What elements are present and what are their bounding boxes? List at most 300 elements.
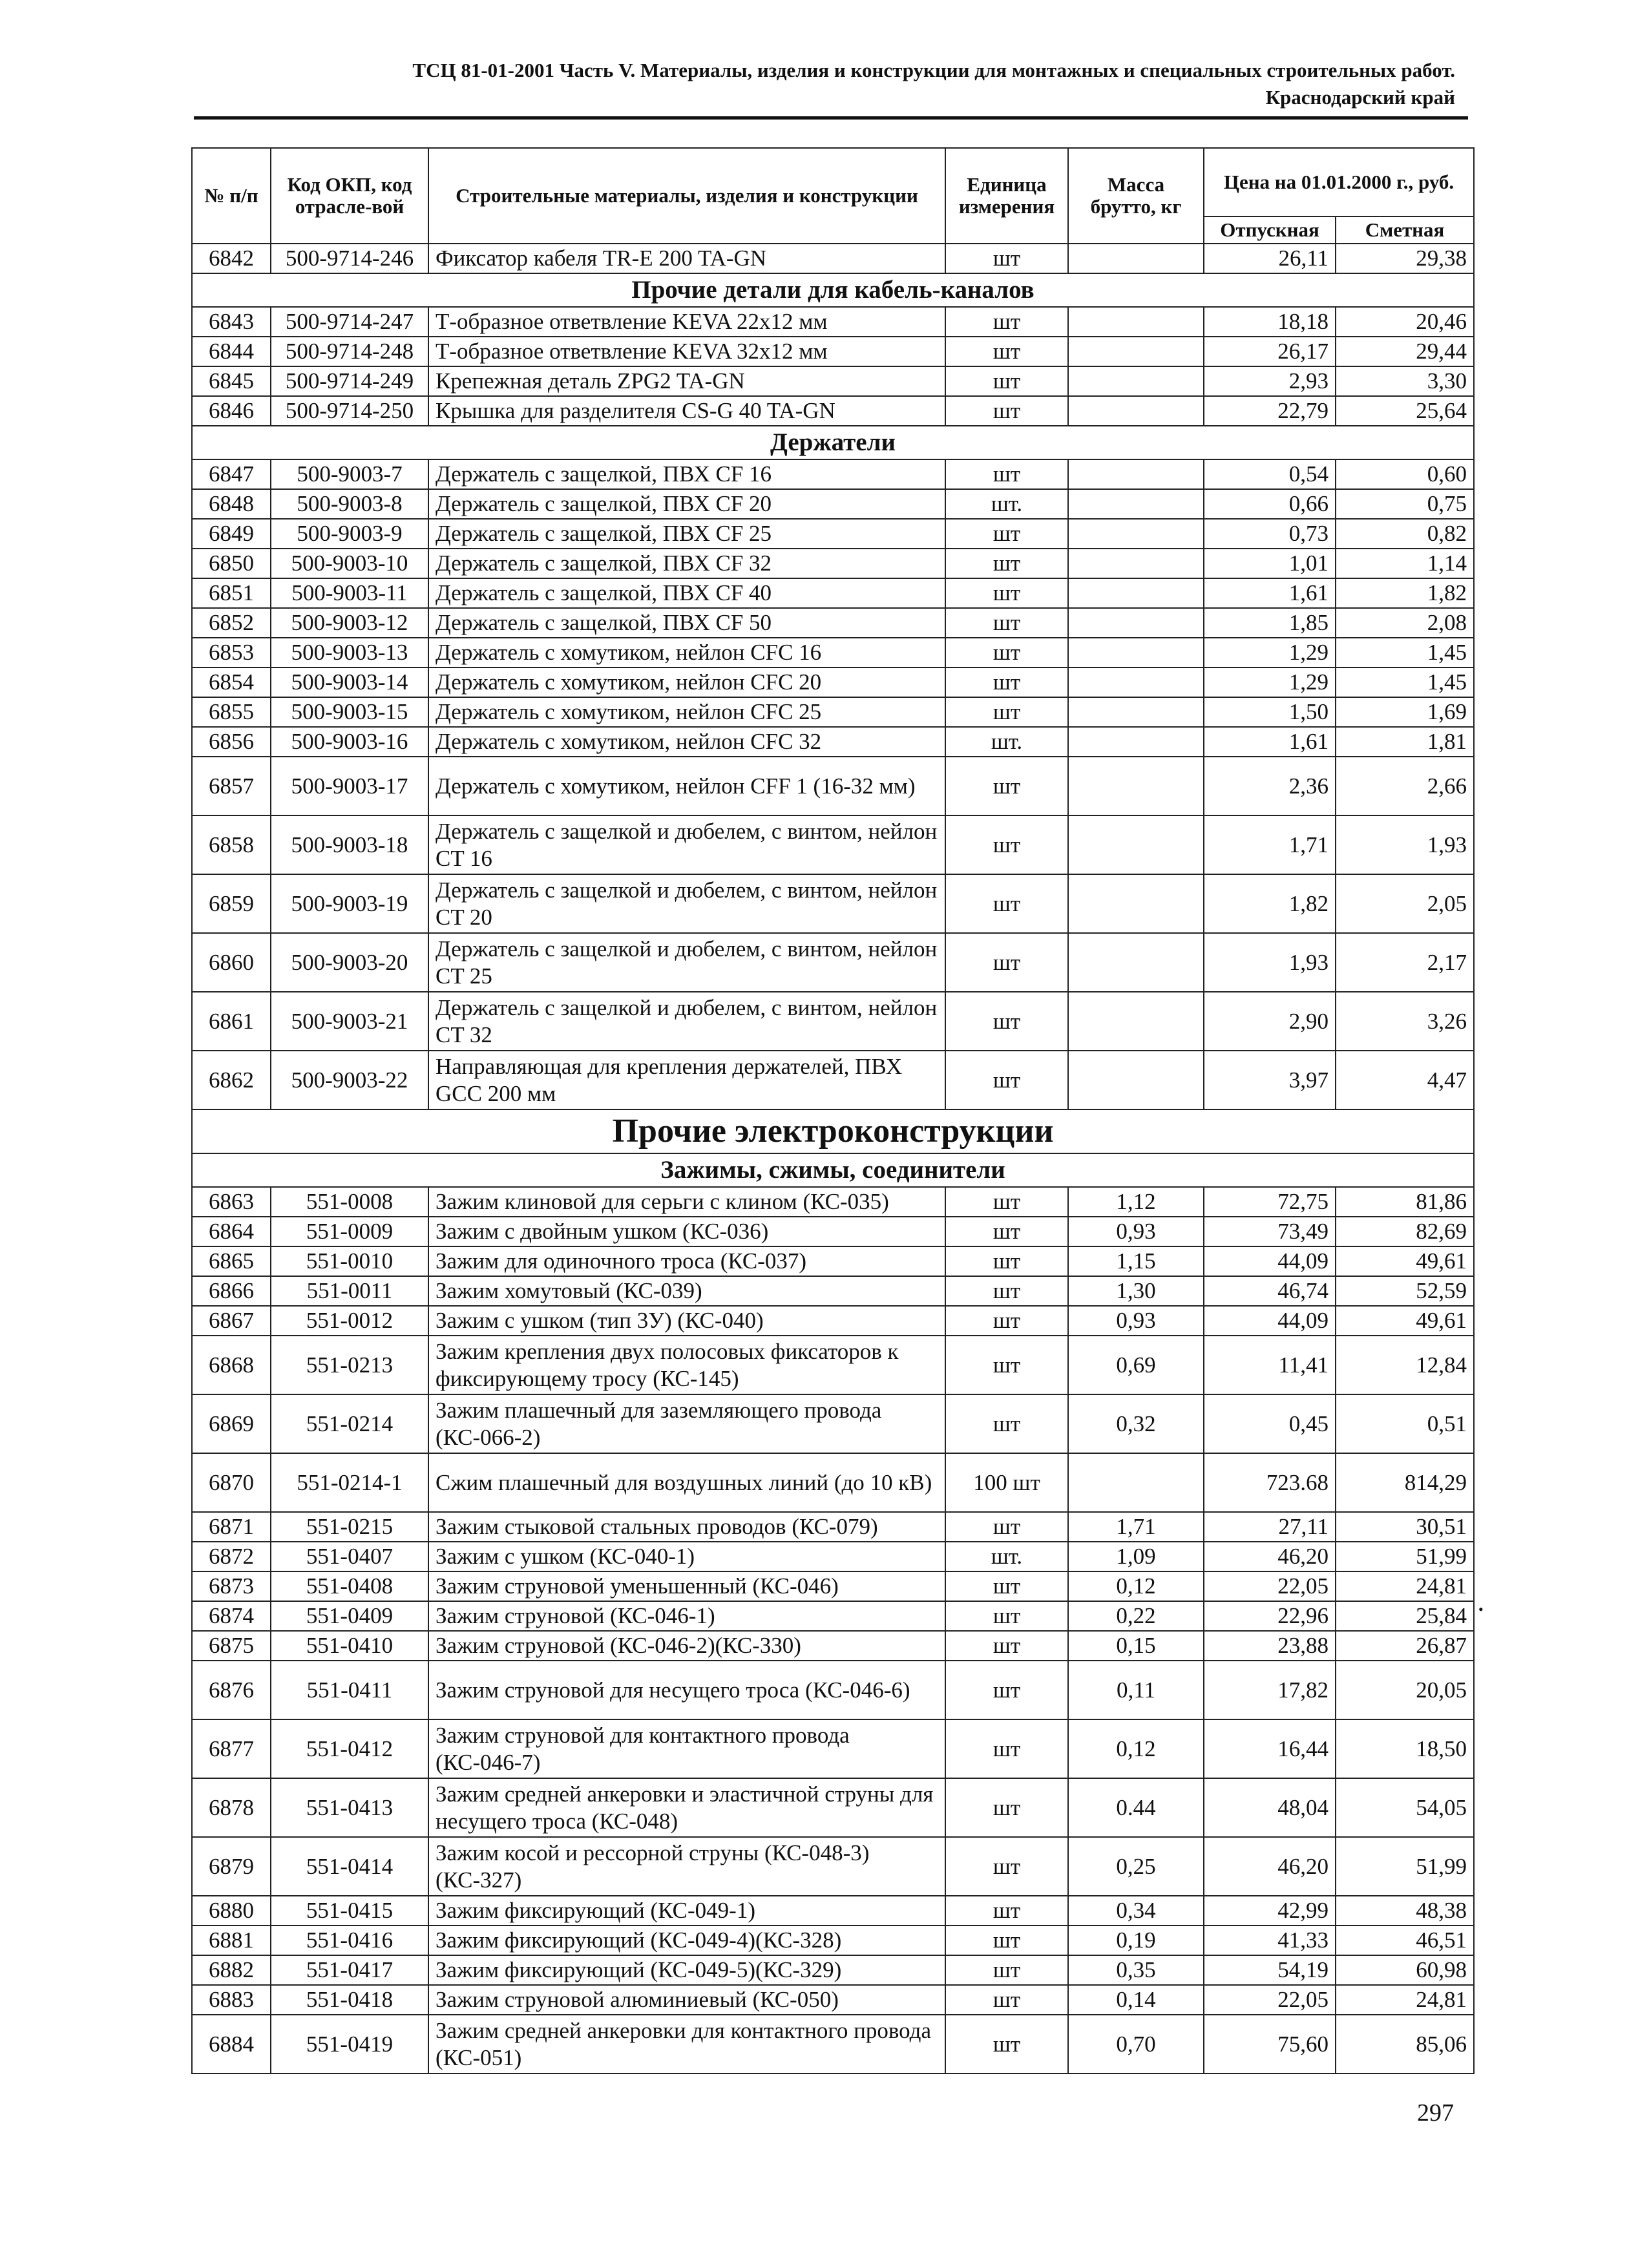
cell-num: 6849	[192, 519, 271, 549]
cell-release-price: 72,75	[1204, 1187, 1336, 1217]
cell-name: Держатель с хомутиком, нейлон CFC 20	[428, 667, 945, 697]
cell-unit: шт	[945, 1926, 1068, 1955]
cell-unit: шт	[945, 1719, 1068, 1778]
major-section-row	[192, 1109, 1474, 1153]
cell-release-price: 1,29	[1204, 638, 1336, 667]
cell-code: 551-0413	[271, 1778, 428, 1837]
cell-name: Зажим стыковой стальных проводов (КС-079)	[428, 1512, 945, 1542]
cell-release-price: 46,20	[1204, 1542, 1336, 1571]
header-code: Код ОКП, код отрасле-вой	[271, 148, 428, 244]
cell-unit: шт	[945, 1661, 1068, 1719]
cell-unit: шт	[945, 1217, 1068, 1246]
cell-code: 551-0409	[271, 1601, 428, 1631]
table-body	[192, 244, 1474, 2074]
table-row	[192, 1571, 1474, 1601]
table-row	[192, 1246, 1474, 1276]
cell-mass	[1068, 727, 1204, 757]
section-row	[192, 1153, 1474, 1187]
cell-mass: 0,32	[1068, 1394, 1204, 1453]
table-row	[192, 1719, 1474, 1778]
cell-unit: шт	[945, 933, 1068, 992]
cell-estimate-price: 54,05	[1336, 1778, 1474, 1837]
cell-unit: шт	[945, 1955, 1068, 1985]
cell-name: Держатель с защелкой, ПВХ CF 40	[428, 578, 945, 608]
cell-num: 6878	[192, 1778, 271, 1837]
cell-mass	[1068, 667, 1204, 697]
cell-num: 6844	[192, 337, 271, 366]
cell-mass	[1068, 757, 1204, 815]
cell-release-price: 26,11	[1204, 244, 1336, 273]
cell-release-price: 23,88	[1204, 1631, 1336, 1661]
cell-estimate-price: 51,99	[1336, 1837, 1474, 1896]
cell-release-price: 1,01	[1204, 549, 1336, 578]
cell-name: Зажим струновой (КС-046-2)(КС-330)	[428, 1631, 945, 1661]
cell-release-price: 3,97	[1204, 1051, 1336, 1109]
cell-release-price: 1,61	[1204, 578, 1336, 608]
cell-code: 551-0412	[271, 1719, 428, 1778]
section-row	[192, 426, 1474, 459]
cell-name: Т-образное ответвление KEVA 32х12 мм	[428, 337, 945, 366]
page-header	[207, 57, 1455, 111]
cell-estimate-price: 51,99	[1336, 1542, 1474, 1571]
cell-estimate-price: 20,46	[1336, 307, 1474, 337]
cell-code: 551-0414	[271, 1837, 428, 1896]
cell-unit: шт	[945, 459, 1068, 489]
cell-mass: 0.44	[1068, 1778, 1204, 1837]
cell-num: 6882	[192, 1955, 271, 1985]
cell-num: 6871	[192, 1512, 271, 1542]
cell-code: 551-0011	[271, 1276, 428, 1306]
cell-estimate-price: 814,29	[1336, 1453, 1474, 1512]
cell-estimate-price: 1,45	[1336, 667, 1474, 697]
cell-release-price: 46,20	[1204, 1837, 1336, 1896]
cell-estimate-price: 0,82	[1336, 519, 1474, 549]
cell-release-price: 1,93	[1204, 933, 1336, 992]
cell-name: Держатель с защелкой, ПВХ CF 32	[428, 549, 945, 578]
cell-unit: шт	[945, 667, 1068, 697]
cell-name: Крышка для разделителя CS-G 40 TA-GN	[428, 396, 945, 426]
cell-estimate-price: 30,51	[1336, 1512, 1474, 1542]
cell-name: Зажим струновой уменьшенный (КС-046)	[428, 1571, 945, 1601]
cell-num: 6868	[192, 1336, 271, 1394]
cell-mass	[1068, 459, 1204, 489]
cell-mass: 0,35	[1068, 1955, 1204, 1985]
cell-num: 6880	[192, 1896, 271, 1926]
cell-mass	[1068, 489, 1204, 519]
cell-name: Направляющая для крепления держателей, ПВХ GCC 200 мм	[428, 1051, 945, 1109]
cell-unit: шт.	[945, 489, 1068, 519]
cell-estimate-price: 1,69	[1336, 697, 1474, 727]
cell-estimate-price: 0,51	[1336, 1394, 1474, 1453]
cell-estimate-price: 0,60	[1336, 459, 1474, 489]
cell-release-price: 22,96	[1204, 1601, 1336, 1631]
cell-num: 6843	[192, 307, 271, 337]
cell-mass: 0,70	[1068, 2015, 1204, 2074]
cell-num: 6852	[192, 608, 271, 638]
cell-code: 500-9003-21	[271, 992, 428, 1051]
cell-name: Зажим с ушком (КС-040-1)	[428, 1542, 945, 1571]
cell-num: 6853	[192, 638, 271, 667]
table-row	[192, 1051, 1474, 1109]
cell-release-price: 0,66	[1204, 489, 1336, 519]
cell-estimate-price: 24,81	[1336, 1571, 1474, 1601]
cell-num: 6876	[192, 1661, 271, 1719]
cell-name: Держатель с хомутиком, нейлон CFC 16	[428, 638, 945, 667]
cell-unit: шт	[945, 1394, 1068, 1453]
table-row	[192, 1336, 1474, 1394]
cell-num: 6842	[192, 244, 271, 273]
cell-num: 6874	[192, 1601, 271, 1631]
header-title: ТСЦ 81-01-2001 Часть V. Материалы, изделия и конструкции для монтажных и специальных строительных работ.	[412, 59, 1455, 81]
cell-mass: 1,30	[1068, 1276, 1204, 1306]
cell-estimate-price: 25,84	[1336, 1601, 1474, 1631]
cell-release-price: 723.68	[1204, 1453, 1336, 1512]
margin-mark: •	[1478, 1601, 1484, 1617]
cell-unit: шт	[945, 1837, 1068, 1896]
cell-name: Зажим клиновой для серьги с клином (КС-035)	[428, 1187, 945, 1217]
table-row	[192, 396, 1474, 426]
cell-code: 500-9003-11	[271, 578, 428, 608]
cell-release-price: 54,19	[1204, 1955, 1336, 1985]
table-row	[192, 815, 1474, 874]
cell-estimate-price: 3,26	[1336, 992, 1474, 1051]
cell-estimate-price: 52,59	[1336, 1276, 1474, 1306]
cell-mass	[1068, 549, 1204, 578]
cell-unit: шт	[945, 337, 1068, 366]
cell-code: 500-9003-7	[271, 459, 428, 489]
cell-code: 551-0213	[271, 1336, 428, 1394]
table-row	[192, 667, 1474, 697]
cell-estimate-price: 25,64	[1336, 396, 1474, 426]
cell-name: Зажим фиксирующий (КС-049-5)(КС-329)	[428, 1955, 945, 1985]
cell-release-price: 2,36	[1204, 757, 1336, 815]
header-name: Строительные материалы, изделия и конструкции	[428, 148, 945, 244]
cell-num: 6861	[192, 992, 271, 1051]
cell-mass	[1068, 697, 1204, 727]
cell-num: 6884	[192, 2015, 271, 2074]
cell-unit: шт	[945, 1306, 1068, 1336]
cell-release-price: 22,05	[1204, 1985, 1336, 2015]
table-row	[192, 1217, 1474, 1246]
table-row	[192, 1453, 1474, 1512]
cell-unit: шт.	[945, 1542, 1068, 1571]
cell-estimate-price: 2,05	[1336, 874, 1474, 933]
cell-mass: 0,93	[1068, 1306, 1204, 1336]
table-row	[192, 1187, 1474, 1217]
cell-unit: шт	[945, 1631, 1068, 1661]
cell-num: 6870	[192, 1453, 271, 1512]
cell-release-price: 75,60	[1204, 2015, 1336, 2074]
cell-release-price: 1,82	[1204, 874, 1336, 933]
header-mass: Масса брутто, кг	[1068, 148, 1204, 244]
cell-mass	[1068, 1453, 1204, 1512]
cell-name: Держатель с защелкой и дюбелем, с винтом, нейлон CT 20	[428, 874, 945, 933]
cell-unit: шт	[945, 874, 1068, 933]
cell-mass	[1068, 307, 1204, 337]
cell-code: 500-9003-14	[271, 667, 428, 697]
cell-mass: 1,71	[1068, 1512, 1204, 1542]
cell-code: 551-0012	[271, 1306, 428, 1336]
cell-num: 6851	[192, 578, 271, 608]
cell-mass	[1068, 337, 1204, 366]
cell-mass: 0,19	[1068, 1926, 1204, 1955]
cell-code: 551-0215	[271, 1512, 428, 1542]
cell-code: 500-9003-20	[271, 933, 428, 992]
header-rule	[194, 116, 1468, 120]
table-row	[192, 1542, 1474, 1571]
table-row	[192, 1512, 1474, 1542]
cell-code: 551-0214-1	[271, 1453, 428, 1512]
cell-release-price: 11,41	[1204, 1336, 1336, 1394]
table-row	[192, 992, 1474, 1051]
cell-code: 500-9714-248	[271, 337, 428, 366]
cell-unit: шт	[945, 578, 1068, 608]
cell-mass	[1068, 608, 1204, 638]
cell-mass: 0,34	[1068, 1896, 1204, 1926]
cell-code: 551-0009	[271, 1217, 428, 1246]
cell-estimate-price: 1,45	[1336, 638, 1474, 667]
cell-name: Держатель с защелкой и дюбелем, с винтом, нейлон CT 25	[428, 933, 945, 992]
cell-estimate-price: 81,86	[1336, 1187, 1474, 1217]
cell-mass: 1,09	[1068, 1542, 1204, 1571]
cell-code: 500-9714-250	[271, 396, 428, 426]
table-row	[192, 1631, 1474, 1661]
header-estimate-price: Сметная	[1336, 216, 1474, 244]
price-table	[191, 147, 1475, 2074]
cell-code: 500-9003-15	[271, 697, 428, 727]
cell-estimate-price: 82,69	[1336, 1217, 1474, 1246]
table-row	[192, 1778, 1474, 1837]
cell-num: 6858	[192, 815, 271, 874]
table-row	[192, 1306, 1474, 1336]
cell-mass	[1068, 874, 1204, 933]
cell-unit: шт	[945, 608, 1068, 638]
cell-num: 6856	[192, 727, 271, 757]
table-row	[192, 727, 1474, 757]
cell-code: 500-9003-12	[271, 608, 428, 638]
cell-estimate-price: 26,87	[1336, 1631, 1474, 1661]
cell-num: 6867	[192, 1306, 271, 1336]
cell-name: Зажим струновой (КС-046-1)	[428, 1601, 945, 1631]
cell-mass	[1068, 396, 1204, 426]
cell-name: Держатель с защелкой и дюбелем, с винтом, нейлон CT 16	[428, 815, 945, 874]
table-row	[192, 489, 1474, 519]
cell-release-price: 0,45	[1204, 1394, 1336, 1453]
header-region: Краснодарский край	[1265, 86, 1455, 109]
header-release-price: Отпускная	[1204, 216, 1336, 244]
cell-unit: шт.	[945, 727, 1068, 757]
cell-unit: 100 шт	[945, 1453, 1068, 1512]
cell-name: Держатель с защелкой и дюбелем, с винтом, нейлон CT 32	[428, 992, 945, 1051]
cell-unit: шт	[945, 1187, 1068, 1217]
cell-name: Зажим средней анкеровки и эластичной струны для несущего троса (КС-048)	[428, 1778, 945, 1837]
cell-unit: шт	[945, 1051, 1068, 1109]
cell-mass: 0,93	[1068, 1217, 1204, 1246]
cell-estimate-price: 0,75	[1336, 489, 1474, 519]
cell-estimate-price: 12,84	[1336, 1336, 1474, 1394]
cell-code: 551-0417	[271, 1955, 428, 1985]
cell-estimate-price: 2,08	[1336, 608, 1474, 638]
cell-release-price: 0,54	[1204, 459, 1336, 489]
section-title: Прочие детали для кабель-каналов	[192, 273, 1474, 307]
cell-num: 6879	[192, 1837, 271, 1896]
cell-name: Зажим фиксирующий (КС-049-4)(КС-328)	[428, 1926, 945, 1955]
cell-code: 551-0419	[271, 2015, 428, 2074]
cell-name: Зажим струновой для несущего троса (КС-046-6)	[428, 1661, 945, 1719]
cell-release-price: 1,85	[1204, 608, 1336, 638]
cell-code: 500-9003-16	[271, 727, 428, 757]
cell-num: 6854	[192, 667, 271, 697]
cell-name: Держатель с защелкой, ПВХ CF 50	[428, 608, 945, 638]
cell-name: Держатель с хомутиком, нейлон CFF 1 (16-32 мм)	[428, 757, 945, 815]
cell-name: Сжим плашечный для воздушных линий (до 10 кВ)	[428, 1453, 945, 1512]
cell-code: 551-0415	[271, 1896, 428, 1926]
cell-estimate-price: 49,61	[1336, 1306, 1474, 1336]
cell-estimate-price: 1,81	[1336, 727, 1474, 757]
cell-unit: шт	[945, 1276, 1068, 1306]
cell-estimate-price: 1,14	[1336, 549, 1474, 578]
cell-num: 6866	[192, 1276, 271, 1306]
cell-name: Т-образное ответвление KEVA 22х12 мм	[428, 307, 945, 337]
cell-name: Держатель с хомутиком, нейлон CFC 32	[428, 727, 945, 757]
cell-name: Крепежная деталь ZPG2 TA-GN	[428, 366, 945, 396]
cell-estimate-price: 2,17	[1336, 933, 1474, 992]
cell-estimate-price: 1,82	[1336, 578, 1474, 608]
cell-unit: шт	[945, 1571, 1068, 1601]
table-header	[192, 148, 1474, 244]
cell-unit: шт	[945, 244, 1068, 273]
cell-estimate-price: 24,81	[1336, 1985, 1474, 2015]
cell-release-price: 1,29	[1204, 667, 1336, 697]
table-row	[192, 1601, 1474, 1631]
cell-release-price: 1,50	[1204, 697, 1336, 727]
table-row	[192, 578, 1474, 608]
cell-unit: шт	[945, 992, 1068, 1051]
cell-num: 6863	[192, 1187, 271, 1217]
cell-mass	[1068, 992, 1204, 1051]
cell-code: 551-0008	[271, 1187, 428, 1217]
cell-code: 500-9714-246	[271, 244, 428, 273]
cell-unit: шт	[945, 1246, 1068, 1276]
cell-mass	[1068, 933, 1204, 992]
cell-mass: 0,12	[1068, 1571, 1204, 1601]
cell-num: 6875	[192, 1631, 271, 1661]
table-row	[192, 697, 1474, 727]
cell-unit: шт	[945, 307, 1068, 337]
cell-mass	[1068, 366, 1204, 396]
cell-mass: 0,14	[1068, 1985, 1204, 2015]
cell-num: 6865	[192, 1246, 271, 1276]
cell-code: 500-9003-8	[271, 489, 428, 519]
cell-mass: 0,69	[1068, 1336, 1204, 1394]
cell-mass	[1068, 578, 1204, 608]
cell-num: 6873	[192, 1571, 271, 1601]
cell-name: Держатель с защелкой, ПВХ CF 16	[428, 459, 945, 489]
cell-mass	[1068, 519, 1204, 549]
cell-estimate-price: 49,61	[1336, 1246, 1474, 1276]
table-row	[192, 549, 1474, 578]
cell-mass: 0,25	[1068, 1837, 1204, 1896]
cell-release-price: 26,17	[1204, 337, 1336, 366]
cell-name: Зажим косой и рессорной струны (КС-048-3)(КС-327)	[428, 1837, 945, 1896]
cell-estimate-price: 60,98	[1336, 1955, 1474, 1985]
table-row	[192, 1276, 1474, 1306]
page-number: 297	[1417, 2099, 1454, 2126]
cell-code: 551-0416	[271, 1926, 428, 1955]
cell-unit: шт	[945, 396, 1068, 426]
cell-release-price: 27,11	[1204, 1512, 1336, 1542]
cell-release-price: 41,33	[1204, 1926, 1336, 1955]
cell-release-price: 17,82	[1204, 1661, 1336, 1719]
cell-estimate-price: 4,47	[1336, 1051, 1474, 1109]
cell-estimate-price: 1,93	[1336, 815, 1474, 874]
cell-release-price: 22,79	[1204, 396, 1336, 426]
cell-mass	[1068, 638, 1204, 667]
cell-release-price: 46,74	[1204, 1276, 1336, 1306]
cell-name: Зажим хомутовый (КС-039)	[428, 1276, 945, 1306]
section-title: Держатели	[192, 426, 1474, 459]
table-row	[192, 608, 1474, 638]
cell-mass: 1,12	[1068, 1187, 1204, 1217]
cell-unit: шт	[945, 638, 1068, 667]
cell-release-price: 16,44	[1204, 1719, 1336, 1778]
cell-code: 500-9003-13	[271, 638, 428, 667]
table-row	[192, 459, 1474, 489]
cell-name: Зажим с ушком (тип 3У) (КС-040)	[428, 1306, 945, 1336]
cell-name: Зажим с двойным ушком (КС-036)	[428, 1217, 945, 1246]
cell-name: Зажим струновой алюминиевый (КС-050)	[428, 1985, 945, 2015]
cell-release-price: 2,93	[1204, 366, 1336, 396]
table-row	[192, 2015, 1474, 2074]
cell-release-price: 1,61	[1204, 727, 1336, 757]
cell-release-price: 44,09	[1204, 1306, 1336, 1336]
table-row	[192, 1926, 1474, 1955]
cell-release-price: 2,90	[1204, 992, 1336, 1051]
cell-code: 500-9714-249	[271, 366, 428, 396]
cell-num: 6859	[192, 874, 271, 933]
cell-release-price: 0,73	[1204, 519, 1336, 549]
table-row	[192, 1985, 1474, 2015]
cell-num: 6877	[192, 1719, 271, 1778]
table-row	[192, 1955, 1474, 1985]
cell-mass: 0,12	[1068, 1719, 1204, 1778]
cell-release-price: 73,49	[1204, 1217, 1336, 1246]
cell-unit: шт	[945, 2015, 1068, 2074]
cell-name: Держатель с хомутиком, нейлон CFC 25	[428, 697, 945, 727]
cell-code: 551-0418	[271, 1985, 428, 2015]
cell-unit: шт	[945, 1985, 1068, 2015]
cell-unit: шт	[945, 1512, 1068, 1542]
cell-num: 6883	[192, 1985, 271, 2015]
cell-estimate-price: 29,38	[1336, 244, 1474, 273]
cell-name: Зажим струновой для контактного провода (КС-046-7)	[428, 1719, 945, 1778]
header-num: № п/п	[192, 148, 271, 244]
cell-estimate-price: 20,05	[1336, 1661, 1474, 1719]
cell-unit: шт	[945, 549, 1068, 578]
cell-code: 500-9714-247	[271, 307, 428, 337]
header-price-group: Цена на 01.01.2000 г., руб.	[1204, 148, 1474, 216]
cell-unit: шт	[945, 697, 1068, 727]
table-row	[192, 1394, 1474, 1453]
cell-mass	[1068, 244, 1204, 273]
section-title: Прочие электроконструкции	[192, 1109, 1474, 1153]
table-row	[192, 244, 1474, 273]
cell-mass	[1068, 815, 1204, 874]
cell-name: Зажим для одиночного троса (КС-037)	[428, 1246, 945, 1276]
cell-mass: 1,15	[1068, 1246, 1204, 1276]
section-title: Зажимы, сжимы, соединители	[192, 1153, 1474, 1187]
cell-num: 6872	[192, 1542, 271, 1571]
